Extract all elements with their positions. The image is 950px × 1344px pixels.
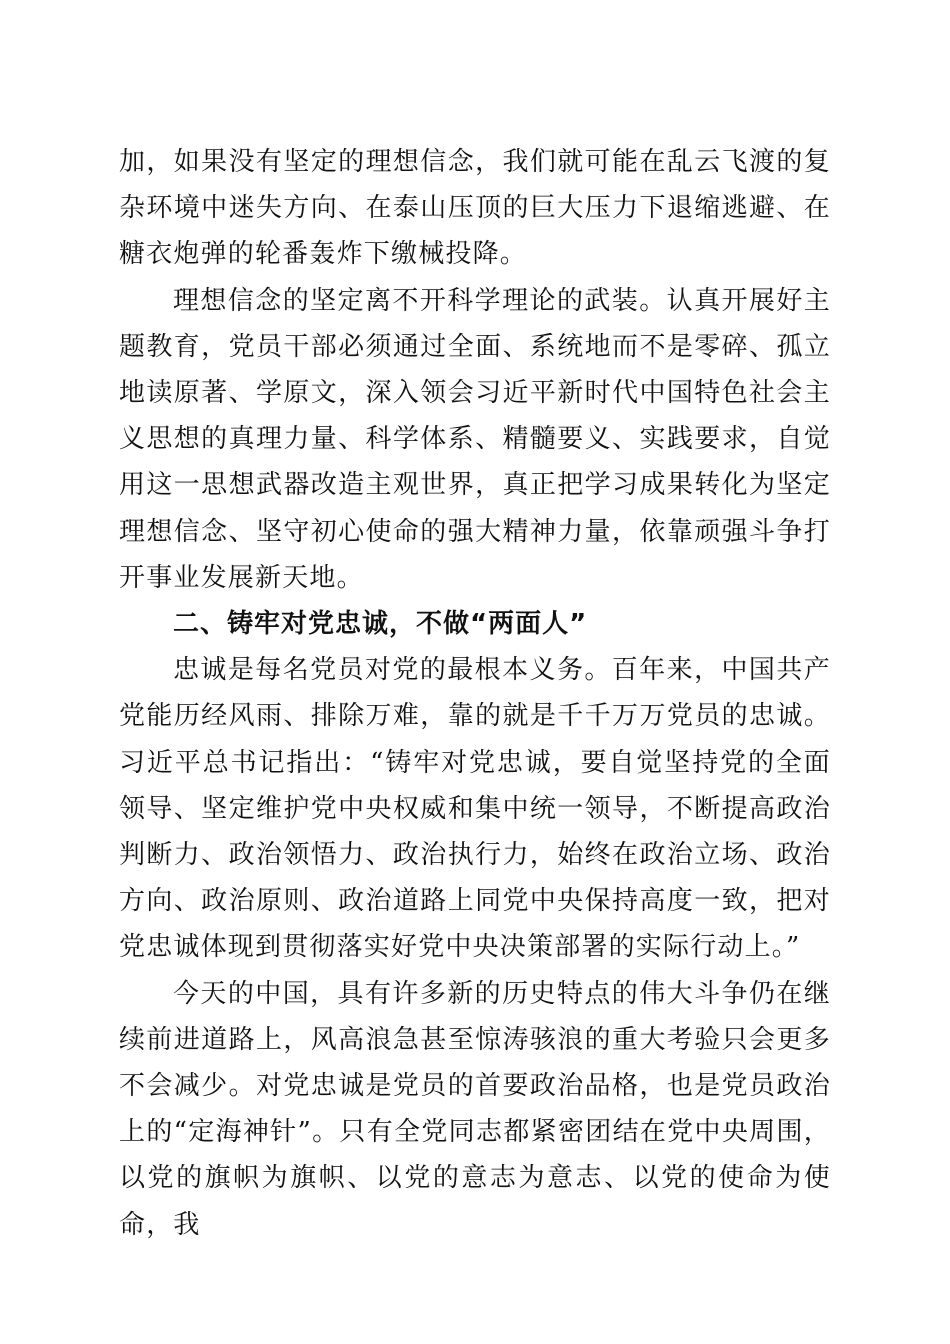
- paragraph-continuation: 加，如果没有坚定的理想信念，我们就可能在乱云飞渡的复杂环境中迷失方向、在泰山压顶的巨大压力下退缩逃避、在糖衣炮弹的轮番轰炸下缴械投降。: [119, 147, 831, 270]
- document-body: [119, 139, 831, 1248]
- paragraph-theory-arming: 理想信念的坚定离不开科学理论的武装。认真开展好主题教育，党员干部必须通过全面、系统地而不是零碎、孤立地读原著、学原文，深入领会习近平新时代中国特色社会主义思想的真理力量、科学体系、精髓要义、实践要求，自觉用这一思想武器改造主观世界，真正把学习成果转化为坚定理想信念、坚守初心使命的强大精神力量，依靠顽强斗争打开事业发展新天地。: [119, 285, 831, 593]
- paragraph-loyalty-duty: 忠诚是每名党员对党的最根本义务。百年来，中国共产党能历经风雨、排除万难，靠的就是千千万万党员的忠诚。习近平总书记指出：“铸牢对党忠诚，要自觉坚持党的全面领导、坚定维护党中央权威和集中统一领导，不断提高政治判断力、政治领悟力、政治执行力，始终在政治立场、政治方向、政治原则、政治道路上同党中央保持高度一致，把对党忠诚体现到贯彻落实好党中央决策部署的实际行动上。”: [119, 655, 831, 963]
- section-heading-loyalty: 二、铸牢对党忠诚，不做“两面人”: [173, 609, 588, 640]
- paragraph-today-china: 今天的中国，具有许多新的历史特点的伟大斗争仍在继续前进道路上，风高浪急甚至惊涛骇浪的重大考验只会更多不会减少。对党忠诚是党员的首要政治品格，也是党员政治上的“定海神针”。只有全党同志都紧密团结在党中央周围，以党的旗帜为旗帜、以党的意志为意志、以党的使命为使命，我: [119, 978, 831, 1240]
